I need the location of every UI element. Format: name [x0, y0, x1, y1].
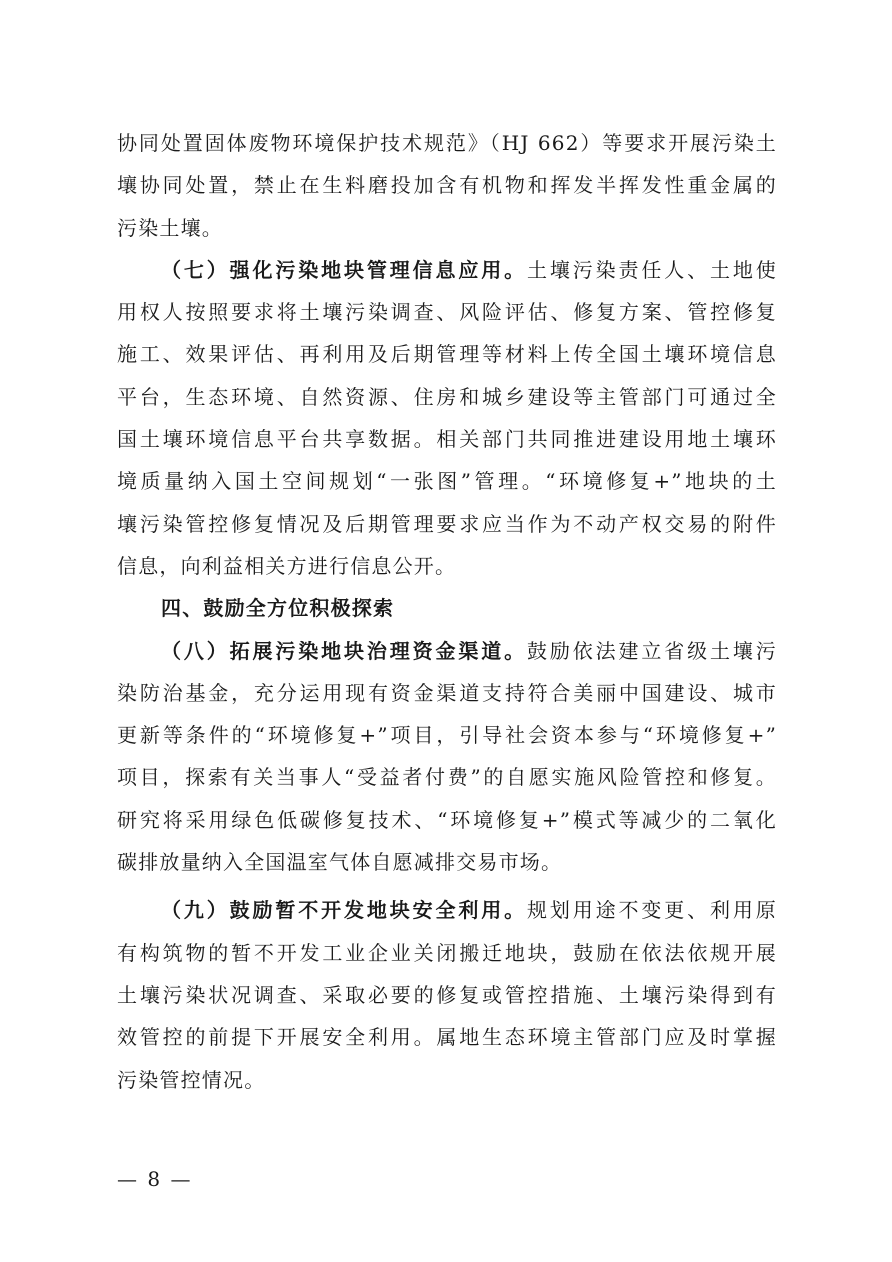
item-8-first-line: [117, 630, 777, 672]
page-number: — 8 —: [117, 1167, 193, 1191]
item-9-first-line-text: 规划用途不变更、利用原: [527, 898, 777, 923]
paragraph-line: 用权人按照要求将土壤污染调查、风险评估、修复方案、管控修复: [117, 300, 777, 325]
paragraph-line: 项目，探索有关当事人“受益者付费”的自愿实施风险管控和修复。: [117, 765, 777, 790]
paragraph-line: 更新等条件的“环境修复+”项目，引导社会资本参与“环境修复+”: [117, 723, 777, 748]
paragraph-line: 壤协同处置，禁止在生料磨投加含有机物和挥发半挥发性重金属的: [117, 173, 777, 198]
item-8-title: （八）拓展污染地块治理资金渠道。: [161, 638, 528, 663]
paragraph-line: 协同处置固体废物环境保护技术规范》（HJ 662）等要求开展污染土: [117, 131, 777, 155]
paragraph-line: 碳排放量纳入全国温室气体自愿减排交易市场。: [117, 850, 563, 875]
item-9-first-line: [117, 889, 777, 931]
item-8-first-line-text: 鼓励依法建立省级土壤污: [527, 638, 777, 663]
section-heading: 四、鼓励全方位积极探索: [161, 596, 395, 621]
paragraph-line: 境质量纳入国土空间规划“一张图”管理。“环境修复+”地块的土: [117, 469, 777, 494]
paragraph-line: 施工、效果评估、再利用及后期管理等材料上传全国土壤环境信息: [117, 342, 777, 367]
item-9-title: （九）鼓励暂不开发地块安全利用。: [161, 898, 528, 923]
paragraph-line: 信息，向利益相关方进行信息公开。: [117, 553, 457, 578]
paragraph-line: 平台，生态环境、自然资源、住房和城乡建设等主管部门可通过全: [117, 384, 777, 409]
paragraph-line: 国土壤环境信息平台共享数据。相关部门共同推进建设用地土壤环: [117, 427, 777, 452]
paragraph-line: 效管控的前提下开展安全利用。属地生态环境主管部门应及时掌握: [117, 1025, 777, 1050]
paragraph-line: 污染土壤。: [117, 215, 223, 240]
paragraph-line: 研究将采用绿色低碳修复技术、“环境修复+”模式等减少的二氧化: [117, 807, 777, 832]
paragraph-line: 壤污染管控修复情况及后期管理要求应当作为不动产权交易的附件: [117, 511, 777, 536]
paragraph-line: 污染管控情况。: [117, 1067, 266, 1092]
paragraph-line: 土壤污染状况调查、采取必要的修复或管控措施、土壤污染得到有: [117, 982, 777, 1007]
document-body: [117, 122, 777, 1101]
paragraph-line: 染防治基金，充分运用现有资金渠道支持符合美丽中国建设、城市: [117, 680, 777, 705]
paragraph-line: 有构筑物的暂不开发工业企业关闭搬迁地块，鼓励在依法依规开展: [117, 940, 777, 965]
item-7-first-line-text: 土壤污染责任人、土地使: [527, 257, 777, 282]
item-7-first-line: [117, 249, 777, 291]
item-7-title: （七）强化污染地块管理信息应用。: [161, 257, 528, 282]
